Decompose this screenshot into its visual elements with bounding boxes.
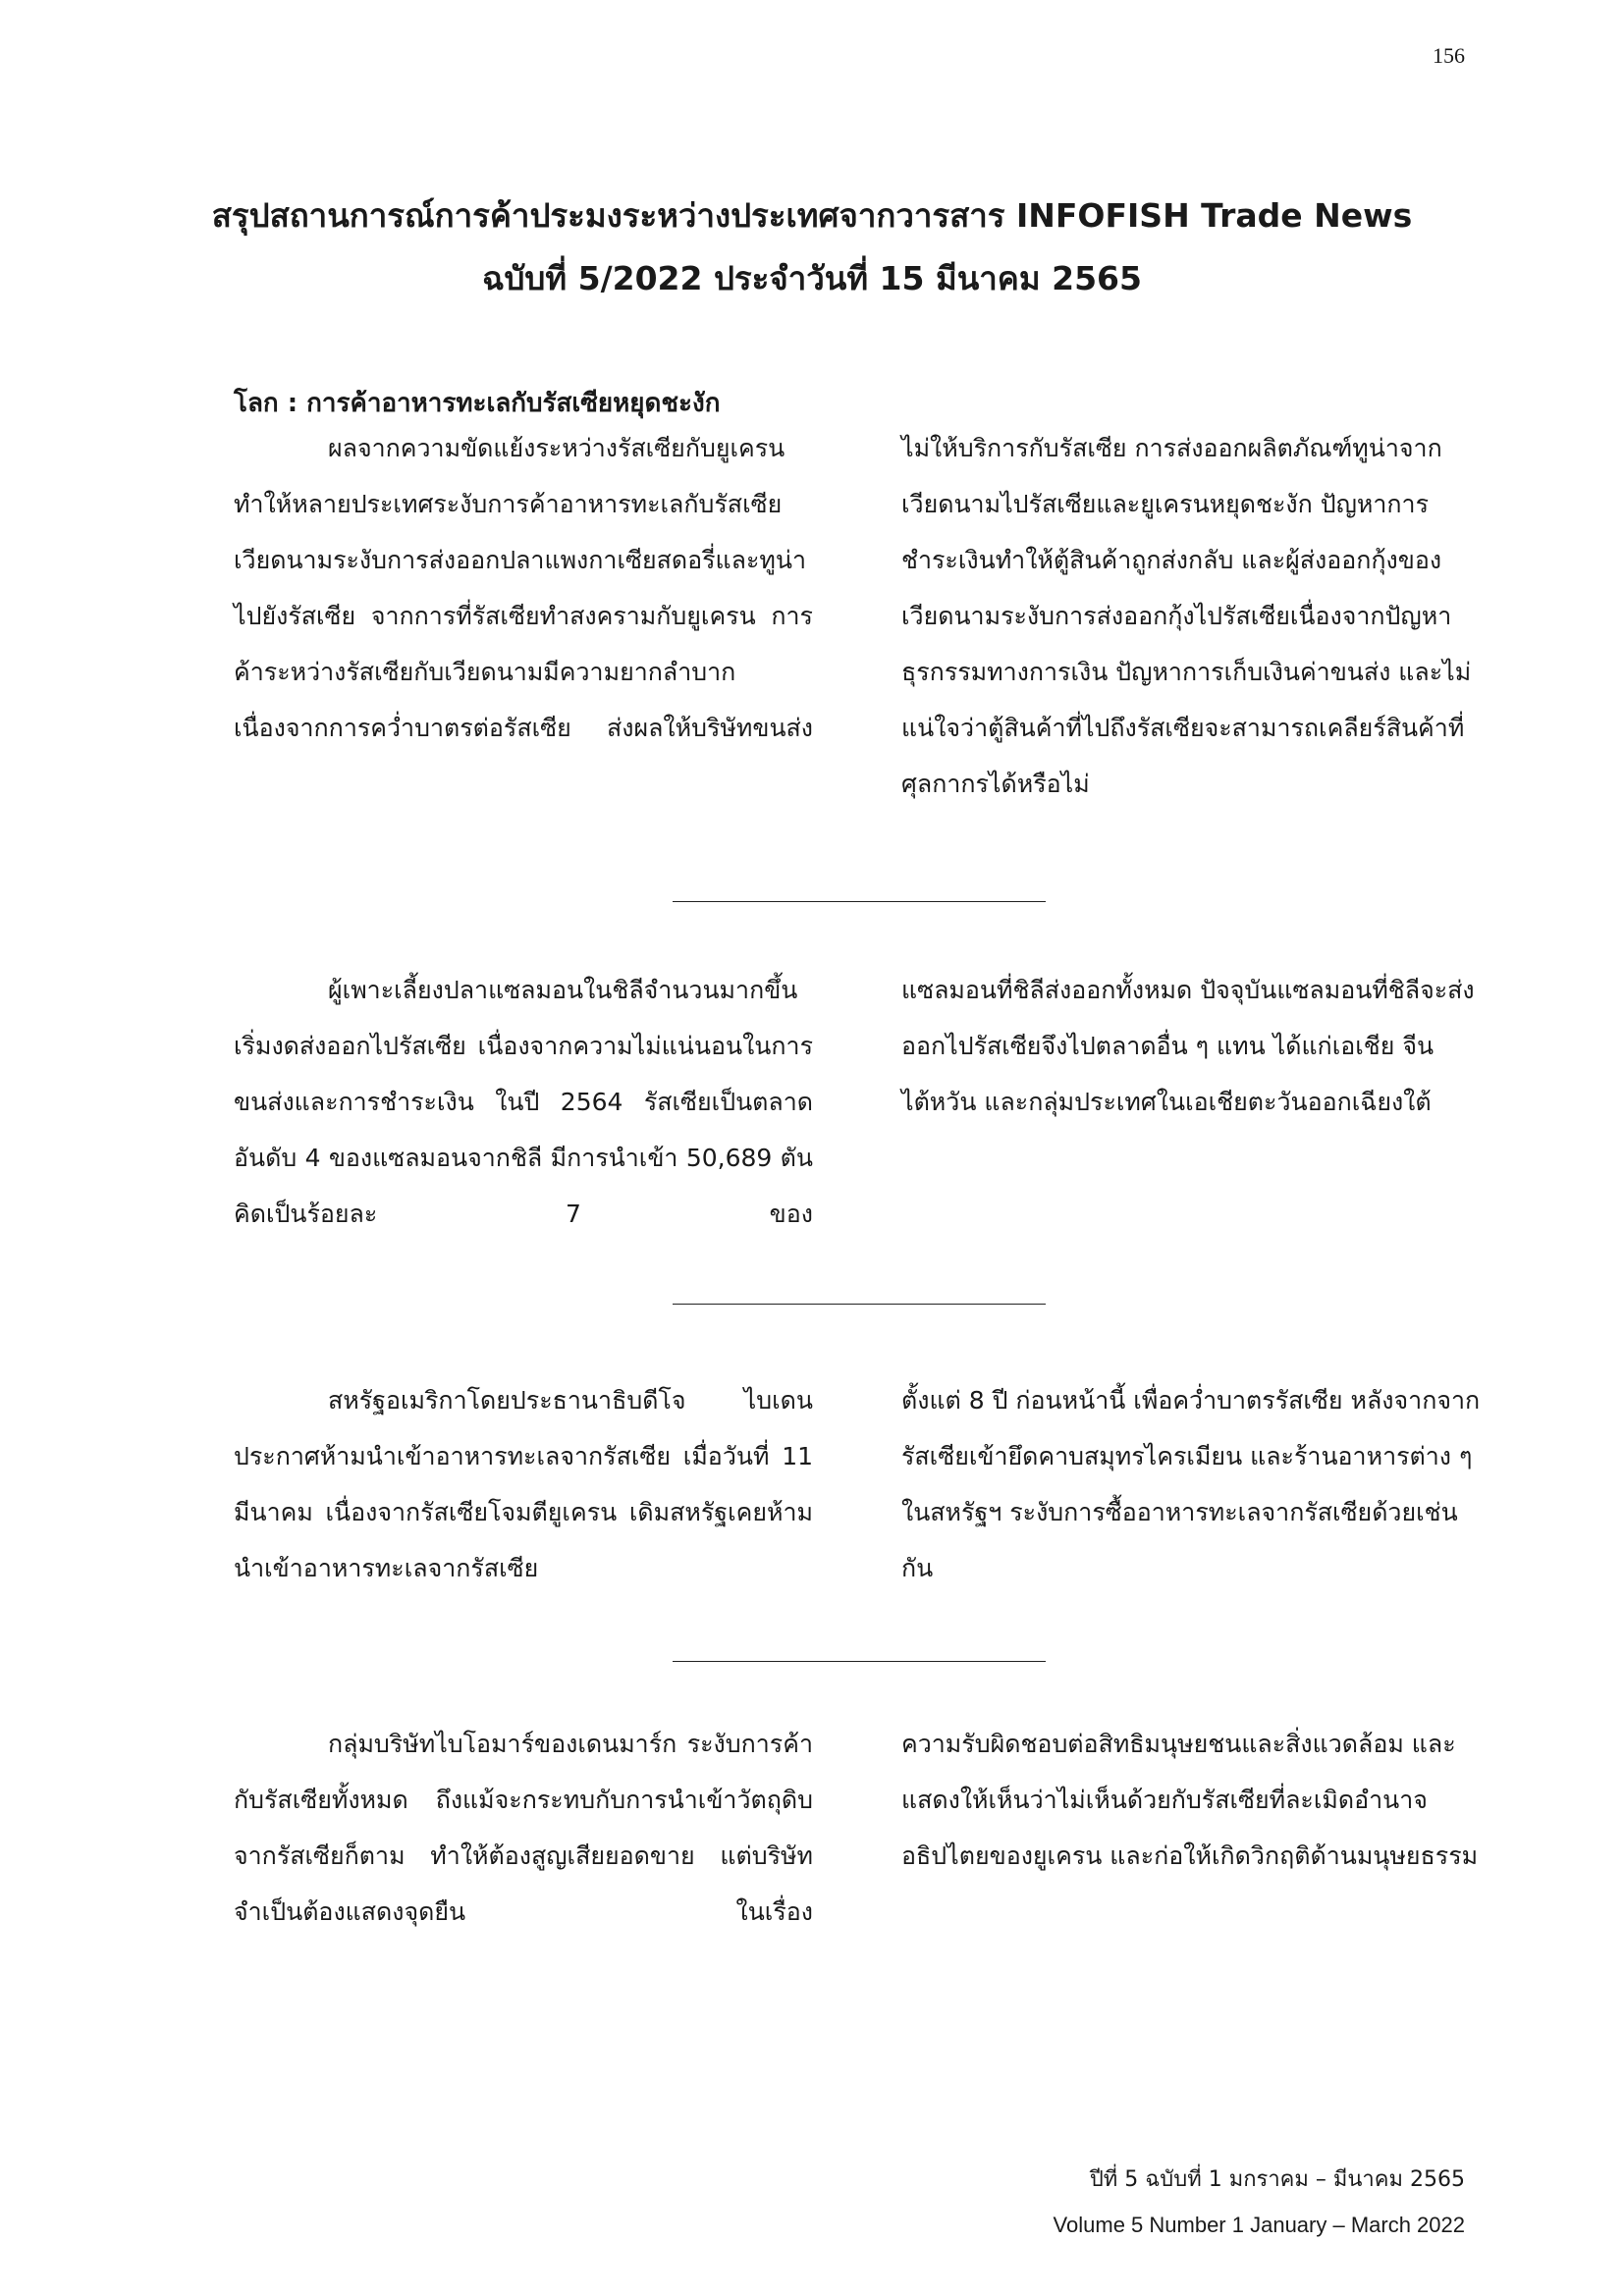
title-line-2: ฉบับที่ 5/2022 ประจำวันที่ 15 มีนาคม 2565 (482, 259, 1142, 297)
footer-thai: ปีที่ 5 ฉบับที่ 1 มกราคม – มีนาคม 2565 (1089, 2167, 1465, 2192)
separator-3 (673, 1661, 1046, 1662)
separator-2 (673, 1304, 1046, 1305)
paragraph-block-2 (234, 962, 1481, 1242)
paragraph-2-right: แซลมอนที่ชิลีส่งออกทั้งหมด ปัจจุบันแซลมอนที่ชิลีจะส่งออกไปรัสเซียจึงไปตลาดอื่น ๆ แทน ได้แก่เอเชีย จีน ไต้หวัน และกลุ่มประเทศในเอเชียตะวันออกเฉียงใต้ (901, 976, 1475, 1116)
footer-english: Volume 5 Number 1 January – March 2022 (1053, 2213, 1465, 2237)
paragraph-1-left: ผลจากความขัดแย้งระหว่างรัสเซียกับยูเครนทำให้หลายประเทศระงับการค้าอาหารทะเลกับรัสเซีย เวียดนามระงับการส่งออกปลาแพงกาเซียสดอรี่และทูน่าไปยังรัสเซีย จากการที่รัสเซียทำสงครามกับยูเครน การค้าระหว่างรัสเซียกับเวียดนามมีความยากลำบาก เนื่องจากการคว่ำบาตรต่อรัสเซีย ส่งผลให้บริษัทขนส่ง (234, 434, 813, 742)
paragraph-block-3 (234, 1372, 1481, 1596)
page-title (0, 185, 1624, 310)
title-line-1: สรุปสถานการณ์การค้าประมงระหว่างประเทศจากวารสาร INFOFISH Trade News (211, 196, 1413, 235)
paragraph-block-1 (234, 420, 1481, 812)
paragraph-4-right: ความรับผิดชอบต่อสิทธิมนุษยชนและสิ่งแวดล้อม และแสดงให้เห็นว่าไม่เห็นด้วยกับรัสเซียที่ละเมิดอำนาจอธิปไตยของยูเครน และก่อให้เกิดวิกฤติด้านมนุษยธรรม (901, 1730, 1479, 1870)
page-number: 156 (1433, 43, 1465, 68)
separator-1 (673, 901, 1046, 902)
paragraph-3-right: ตั้งแต่ 8 ปี ก่อนหน้านี้ เพื่อคว่ำบาตรรัสเซีย หลังจากจากรัสเซียเข้ายึดคาบสมุทรไครเมียน และร้านอาหารต่าง ๆ ในสหรัฐฯ ระงับการซื้ออาหารทะเลจากรัสเซียด้วยเช่นกัน (901, 1386, 1481, 1582)
paragraph-block-4 (234, 1716, 1481, 1940)
paragraph-1-right: ไม่ให้บริการกับรัสเซีย การส่งออกผลิตภัณฑ์ทูน่าจากเวียดนามไปรัสเซียและยูเครนหยุดชะงัก ปัญหาการชำระเงินทำให้ตู้สินค้าถูกส่งกลับ และผู้ส่งออกกุ้งของเวียดนามระงับการส่งออกกุ้งไปรัสเซียเนื่องจากปัญหาธุรกรรมทางการเงิน ปัญหาการเก็บเงินค่าขนส่ง และไม่แน่ใจว่าตู้สินค้าที่ไปถึงรัสเซียจะสามารถเคลียร์สินค้าที่ศุลกากรได้หรือไม่ (901, 434, 1472, 798)
paragraph-3-left: สหรัฐอเมริกาโดยประธานาธิบดีโจ ไบเดน ประกาศห้ามนำเข้าอาหารทะเลจากรัสเซีย เมื่อวันที่ 11 มีนาคม เนื่องจากรัสเซียโจมตียูเครน เดิมสหรัฐเคยห้ามนำเข้าอาหารทะเลจากรัสเซีย (234, 1386, 813, 1582)
footer (1054, 2158, 1465, 2248)
paragraph-2-left: ผู้เพาะเลี้ยงปลาแซลมอนในชิลีจำนวนมากขึ้นเริ่มงดส่งออกไปรัสเซีย เนื่องจากความไม่แน่นอนในการขนส่งและการชำระเงิน ในปี 2564 รัสเซียเป็นตลาดอันดับ 4 ของแซลมอนจากชิลี มีการนำเข้า 50,689 ตัน คิดเป็นร้อยละ 7 ของ (234, 976, 813, 1228)
section-heading: โลก : การค้าอาหารทะเลกับรัสเซียหยุดชะงัก (234, 389, 721, 418)
paragraph-4-left: กลุ่มบริษัทไบโอมาร์ของเดนมาร์ก ระงับการค้ากับรัสเซียทั้งหมด ถึงแม้จะกระทบกับการนำเข้าวัตถุดิบจากรัสเซียก็ตาม ทำให้ต้องสูญเสียยอดขาย แต่บริษัทจำเป็นต้องแสดงจุดยืน ในเรื่อง (234, 1730, 813, 1926)
